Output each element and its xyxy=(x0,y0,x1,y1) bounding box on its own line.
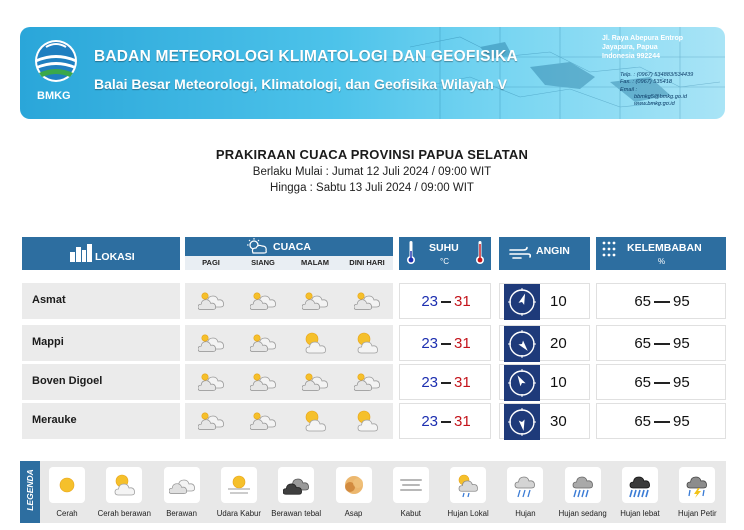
cerah-berawan-weather-icon xyxy=(302,408,328,434)
period-row xyxy=(185,256,393,270)
address-line: Indonesia 992244 xyxy=(602,53,660,60)
wind-compass-icon xyxy=(504,326,540,362)
legend-item xyxy=(496,467,554,518)
report-title: PRAKIRAAN CUACA PROVINSI PAPUA SELATAN xyxy=(215,147,529,162)
haze-icon xyxy=(221,467,257,503)
legend-item xyxy=(611,467,669,518)
header-angin xyxy=(499,237,590,270)
droplets-icon xyxy=(602,241,616,259)
berawan-weather-icon xyxy=(354,288,380,314)
contact-line: Fax. : (0967) 535418 xyxy=(620,79,672,86)
header-suhu xyxy=(399,237,491,270)
wind-speed: 10 xyxy=(550,374,567,391)
logo-text: BMKG xyxy=(37,90,71,102)
valid-from: Berlaku Mulai : Jumat 12 Juli 2024 / 09:00 WIT xyxy=(252,166,492,178)
rain-icon xyxy=(507,467,543,503)
header-cuaca xyxy=(185,237,393,270)
temp-max: 31 xyxy=(454,374,471,391)
sun-cloud-icon xyxy=(106,467,142,503)
berawan-weather-icon xyxy=(198,408,224,434)
temperature-cell xyxy=(399,325,491,361)
heavy-rain-icon xyxy=(622,467,658,503)
legend-item xyxy=(210,467,268,518)
legend-title-bar xyxy=(20,461,40,523)
header-lokasi-label: LOKASI xyxy=(95,251,135,263)
sun-icon xyxy=(49,467,85,503)
berawan-weather-icon xyxy=(198,369,224,395)
header-cuaca-label: CUACA xyxy=(273,241,311,253)
location-name: Merauke xyxy=(32,414,77,426)
humidity-min: 65 xyxy=(634,374,651,391)
humidity-min: 65 xyxy=(634,335,651,352)
berawan-weather-icon xyxy=(198,330,224,356)
humidity-max: 95 xyxy=(673,374,690,391)
temperature-cell xyxy=(399,403,491,439)
header-kelembaban-unit: % xyxy=(658,257,666,266)
smoke-icon xyxy=(336,467,372,503)
contact-line: Telp. : (0967) 534883/534439 xyxy=(620,72,694,78)
fog-icon xyxy=(393,467,429,503)
weather-cell xyxy=(185,283,393,319)
cerah-berawan-weather-icon xyxy=(302,330,328,356)
berawan-weather-icon xyxy=(250,288,276,314)
berawan-weather-icon xyxy=(250,408,276,434)
bmkg-logo xyxy=(32,37,86,105)
legend xyxy=(20,461,726,523)
header-suhu-label: SUHU xyxy=(429,242,459,254)
valid-until: Hingga : Sabtu 13 Juli 2024 / 09:00 WIT xyxy=(270,182,474,194)
berawan-weather-icon xyxy=(302,369,328,395)
wind-speed: 30 xyxy=(550,413,567,430)
table-row xyxy=(22,403,726,439)
legend-label: Cerah berawan xyxy=(97,509,151,518)
location-cell xyxy=(22,364,180,400)
wind-compass-icon xyxy=(504,404,540,440)
temperature-cell xyxy=(399,364,491,400)
legend-item xyxy=(554,467,612,518)
humidity-cell xyxy=(596,364,726,400)
temp-max: 31 xyxy=(454,293,471,310)
wind-cell xyxy=(499,283,590,319)
temp-min: 23 xyxy=(421,335,438,352)
wind-compass-icon xyxy=(504,365,540,401)
weather-cell xyxy=(185,325,393,361)
cloud-icon xyxy=(164,467,200,503)
table-row xyxy=(22,283,726,319)
contact-line: bbmkg5@bmkg.go.id xyxy=(634,93,687,100)
legend-label: Berawan xyxy=(166,509,197,518)
org-subtitle: Balai Besar Meteorologi, Klimatologi, dan Geofisika Wilayah V xyxy=(94,76,507,92)
berawan-weather-icon xyxy=(250,330,276,356)
address-line: Jayapura, Papua xyxy=(602,44,658,51)
header-angin-label: ANGIN xyxy=(536,245,570,257)
legend-item xyxy=(38,467,96,518)
legend-label: Hujan lebat xyxy=(620,509,660,518)
temp-min: 23 xyxy=(421,293,438,310)
humidity-min: 65 xyxy=(634,413,651,430)
period-dini-hari: DINI HARI xyxy=(349,258,385,267)
contact-line: www.bmkg.go.id xyxy=(634,101,675,108)
legend-item xyxy=(668,467,726,518)
overcast-icon xyxy=(278,467,314,503)
legend-label: Hujan sedang xyxy=(558,509,607,518)
legend-label: Hujan Petir xyxy=(678,509,717,518)
temp-min: 23 xyxy=(421,374,438,391)
legend-label: Kabut xyxy=(400,509,421,518)
humidity-cell xyxy=(596,325,726,361)
temp-min: 23 xyxy=(421,413,438,430)
wind-speed: 10 xyxy=(550,293,567,310)
table-row xyxy=(22,364,726,400)
address-line: Jl. Raya Abepura Entrop xyxy=(602,35,684,42)
legend-label: Asap xyxy=(344,509,363,518)
location-cell xyxy=(22,283,180,319)
humidity-max: 95 xyxy=(673,335,690,352)
legend-item xyxy=(95,467,153,518)
header-kelembaban-label: KELEMBABAN xyxy=(627,242,702,254)
humidity-max: 95 xyxy=(673,413,690,430)
city-icon xyxy=(70,244,92,262)
legend-item xyxy=(267,467,325,518)
period-pagi: PAGI xyxy=(202,258,220,267)
temp-max: 31 xyxy=(454,413,471,430)
legend-title: LEGENDA xyxy=(25,469,35,511)
thermometer-cold-icon xyxy=(407,241,415,265)
period-malam: MALAM xyxy=(301,258,329,267)
legend-label: Cerah xyxy=(56,509,78,518)
humidity-cell xyxy=(596,403,726,439)
thermometer-hot-icon xyxy=(476,241,484,265)
wind-compass-icon xyxy=(504,284,540,320)
local-rain-icon xyxy=(450,467,486,503)
cerah-berawan-weather-icon xyxy=(354,330,380,356)
temp-max: 31 xyxy=(454,335,471,352)
legend-item xyxy=(439,467,497,518)
temperature-cell xyxy=(399,283,491,319)
legend-label: Udara Kabur xyxy=(216,509,261,518)
header-lokasi xyxy=(22,237,180,270)
berawan-weather-icon xyxy=(354,369,380,395)
weather-cell xyxy=(185,364,393,400)
weather-cell xyxy=(185,403,393,439)
humidity-min: 65 xyxy=(634,293,651,310)
humidity-cell xyxy=(596,283,726,319)
contact-block xyxy=(620,72,693,108)
contact-line: Email : xyxy=(620,86,638,93)
berawan-weather-icon xyxy=(198,288,224,314)
location-cell xyxy=(22,403,180,439)
legend-label: Hujan Lokal xyxy=(447,509,489,518)
legend-item xyxy=(325,467,383,518)
wind-cell xyxy=(499,325,590,361)
org-title: BADAN METEOROLOGI KLIMATOLOGI DAN GEOFISIKA xyxy=(94,48,518,65)
wind-cell xyxy=(499,364,590,400)
wind-cell xyxy=(499,403,590,439)
address-block xyxy=(602,34,683,61)
header-suhu-unit: °C xyxy=(440,257,449,266)
sun-cloud-icon xyxy=(245,238,269,255)
cerah-berawan-weather-icon xyxy=(354,408,380,434)
wind-speed: 20 xyxy=(550,335,567,352)
table-row xyxy=(22,325,726,361)
location-name: Boven Digoel xyxy=(32,375,103,387)
legend-label: Hujan xyxy=(515,509,536,518)
humidity-max: 95 xyxy=(673,293,690,310)
location-name: Mappi xyxy=(32,336,64,348)
location-name: Asmat xyxy=(32,294,66,306)
header-kelembaban xyxy=(596,237,726,270)
berawan-weather-icon xyxy=(250,369,276,395)
thunderstorm-icon xyxy=(679,467,715,503)
moderate-rain-icon xyxy=(565,467,601,503)
header-banner xyxy=(20,27,725,119)
location-cell xyxy=(22,325,180,361)
legend-item xyxy=(153,467,211,518)
legend-item xyxy=(382,467,440,518)
wind-icon xyxy=(509,246,531,260)
period-siang: SIANG xyxy=(251,258,275,267)
berawan-weather-icon xyxy=(302,288,328,314)
legend-label: Berawan tebal xyxy=(271,509,322,518)
